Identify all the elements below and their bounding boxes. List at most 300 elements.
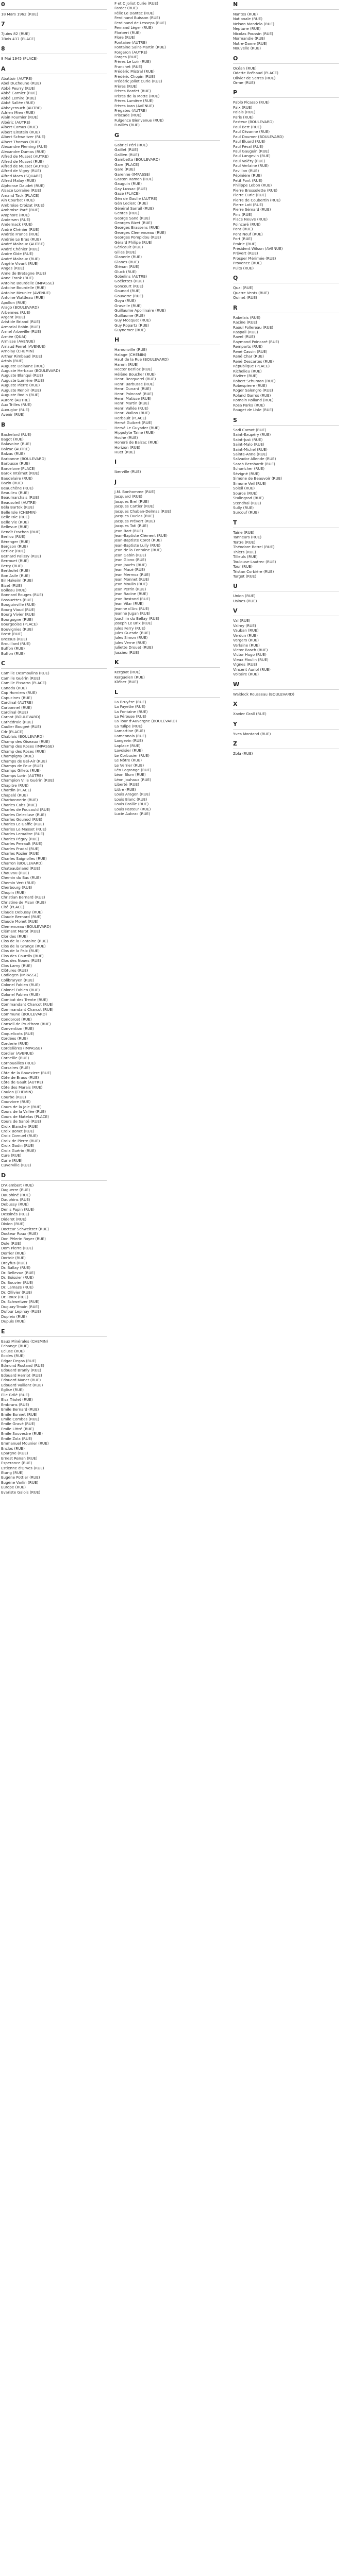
street-entry: Barok Intérnet (RUE) [1,471,40,476]
section-letter: P [233,89,238,96]
street-entry: Barbanne (BOULEVARD) [1,456,46,461]
street-entry: Paul Éluard (RUE) [233,139,266,144]
street-entry: Louis Braille (RUE) [114,802,149,807]
street-entry: Langevin (RUE) [114,738,143,743]
street-entry: Benoît Frachon (RUE) [1,529,41,534]
street-entry: F et C Joliot Curie (RUE) [114,1,158,6]
street-entry: Gambetta (BOULEVARD) [114,157,160,162]
street-entry: Ferdinand Buisson (RUE) [114,15,160,21]
street-entry: Croix Gadin (RUE) [1,1143,35,1148]
section-divider [114,140,220,141]
street-entry: 7Bois 437 (PLACE) [1,36,36,41]
street-entry: Bernard Palissy (RUE) [1,553,41,558]
street-entry: Goélettes (RUE) [114,279,144,284]
street-entry: Le Verrier (RUE) [114,762,144,768]
street-entry: Quai (RUE) [233,285,254,291]
street-entry: Jean Gabin (RUE) [114,552,146,557]
street-entry: Côte de la Bouexiere (RUE) [1,1070,52,1075]
street-entry: Val (RUE) [233,618,251,623]
street-entry: 8 Mai 1945 (PLACE) [1,56,38,61]
street-entry: Camille Pissarro (PLACE) [1,681,46,686]
street-entry: Evariste Galois (RUE) [1,1489,41,1495]
street-entry: Kerguelen (RUE) [114,674,145,680]
street-entry: Abbé Lemire (RUE) [1,95,36,100]
street-entry: Andrée Le Bras (RUE) [1,236,41,242]
street-entry: Hector Berlioz (RUE) [114,367,153,372]
street-entry: Lamennais (RUE) [114,733,146,738]
street-entry: Guynemer (RUE) [114,328,146,332]
street-entry: Beaumarchais (RUE) [1,495,39,500]
street-entry: Prairie (RUE) [233,241,257,246]
street-entry: Henri Martin (RUE) [114,401,150,406]
street-entry: Jean Vilar (RUE) [114,601,144,606]
street-entry: Aristide Briand (RUE) [1,319,40,325]
street-entry: Verlaine (RUE) [233,642,260,648]
street-entry: Louis Pasteur (RUE) [114,806,151,811]
street-entry: Bonnard Rouges (RUE) [1,592,43,598]
street-entry: Arnolay (CHEMIN) [1,349,34,354]
street-entry: Buffon (RUE) [1,646,25,651]
street-entry: Corneille (RUE) [1,1056,29,1061]
street-entry: Charles Gounod (RUE) [1,817,43,822]
street-entry: Estienne d'Orves (RUE) [1,1465,44,1470]
street-entry: Gare (RUE) [114,167,135,172]
street-entry: Champ des Roses (RUE) [1,749,46,754]
street-entry: Jean-Baptiste Clément (RUE) [114,533,168,538]
street-entry: Colibraryen (RUE) [1,977,35,982]
street-entry: Duguay-Trouin (RUE) [1,1304,39,1309]
index-section [114,479,225,655]
street-entry: Anne de Bretagne (RUE) [1,270,46,276]
street-entry: Gérard Philipe (RUE) [114,240,153,245]
street-entry: Bellevue (RUE) [1,524,29,530]
street-entry: Taine (RUE) [233,530,255,535]
street-entry: Jean Macé (RUE) [114,567,145,572]
index-section [233,583,343,603]
street-entry: Champigny (RUE) [1,754,34,759]
section-letter: 8 [1,45,5,53]
street-entry: Charles Cabs (RUE) [1,802,37,807]
street-entry: Bérenger (RUE) [1,539,30,544]
section-letter: J [114,478,117,485]
section-divider [114,697,220,698]
street-entry: Dr. Boissier (RUE) [1,1275,34,1280]
section-letter: B [1,421,6,428]
street-entry: George Sand (RUE) [114,215,151,221]
street-entry: Clorides (RUE) [1,934,28,939]
street-entry: Gaston Ramon (RUE) [114,176,154,181]
street-entry: Emile Bonnet (RUE) [1,1412,38,1417]
street-entry: Fardet (RUE) [114,6,138,11]
street-entry: Dr. Schweitzer (RUE) [1,1299,40,1304]
street-entry: Sadi Carnot (RUE) [233,427,267,432]
street-entry: Alexandre Dumas (RUE) [1,149,46,154]
street-entry: Racine (RUE) [233,320,257,325]
street-entry: Robert Schuman (RUE) [233,378,276,383]
index-section [114,336,225,454]
street-entry: Barbusse (RUE) [1,461,30,466]
street-entry: Jean-Baptiste Lully (RUE) [114,543,161,548]
street-entry: Boileau (RUE) [1,588,27,593]
street-entry: Emile Littré (RUE) [1,1426,34,1431]
index-section [1,21,111,41]
street-entry: Jules Guesde (RUE) [114,631,151,636]
street-entry: Coquelicots (RUE) [1,1031,35,1036]
street-entry: Bon Asile (RUE) [1,573,30,578]
street-entry: Cure (RUE) [1,1153,22,1158]
street-entry: Victor Basch (RUE) [233,648,268,653]
street-entry: Jean Racine (RUE) [114,591,148,597]
section-letter: 0 [1,1,5,8]
street-entry: Union (RUE) [233,594,256,599]
street-entry: Claude Debussy (RUE) [1,909,43,914]
street-entry: Charles Rozier (RUE) [1,851,40,856]
street-entry: Herbault (PLACE) [114,415,146,420]
street-entry: René Descartes (RUE) [233,359,274,364]
section-letter: L [114,688,119,696]
street-entry: Cathédrale (RUE) [1,719,34,724]
street-entry: Bagot (RUE) [1,436,24,442]
section-divider [233,425,339,426]
street-entry: Ferdinand de Lesseps (RUE) [114,20,167,25]
street-entry: Jules Ferry (RUE) [114,625,146,631]
section-letter: Z [233,740,237,748]
street-entry: Huet (RUE) [114,449,135,454]
section-divider [1,9,107,10]
index-section [233,1,343,51]
street-entry: Rabelais (RUE) [233,315,261,320]
street-entry: Auguste Renoir (RUE) [1,387,41,393]
street-entry: Dufour Lepinay (RUE) [1,1309,41,1314]
street-entry: Iberville (RUE) [114,469,141,474]
street-entry: Surcouf (RUE) [233,510,259,515]
index-section [233,55,343,86]
street-entry: Gounod (RUE) [114,289,141,294]
street-entry: Chemin Vert (RUE) [1,880,36,885]
street-entry: Chemin du Bac (RUE) [1,875,41,880]
street-entry: Jean Rostand (RUE) [114,596,151,601]
index-column-3 [233,1,343,756]
street-entry: Turgot (RUE) [233,573,257,579]
street-entry: Armisse (AVENUE) [1,339,35,344]
street-entry: Yves Montand (RUE) [233,731,271,736]
street-entry: Gare (PLACE) [114,162,139,167]
index-section [233,417,343,515]
section-letter: K [114,659,119,666]
section-letter: E [1,1328,5,1335]
section-divider [114,667,220,668]
street-entry: Lucie Aubrac (RUE) [114,811,151,817]
street-entry: Clos Lamy (RUE) [1,963,32,968]
street-entry: Etang (RUE) [1,1470,24,1475]
street-entry: Dessinés (RUE) [1,1212,29,1217]
street-entry: Armorial Robin (RUE) [1,324,40,329]
street-entry: Bergson (RUE) [1,544,28,549]
street-entry: Rivière (RUE) [233,374,258,379]
street-entry: Kléber (RUE) [114,680,138,685]
section-divider [1,1336,107,1337]
section-letter: A [1,65,6,72]
street-entry: Andrée France (RUE) [1,232,40,237]
street-entry: Berlioz (RUE) [1,549,26,554]
street-entry: Ambroise Paré (RUE) [1,208,40,213]
street-entry: Place Neuve (RUE) [233,217,268,222]
street-entry: Emile Combes (RUE) [1,1416,40,1421]
street-entry: Côte de Braus (RUE) [1,1075,39,1080]
street-entry: Cité (PLACE) [1,905,25,910]
street-entry: Champ des Roses (IMPASSE) [1,744,54,749]
street-entry: Camille Guérin (RUE) [1,675,40,681]
index-column-2 [114,1,225,817]
street-entry: Charles de Foucauld (RUE) [1,807,51,812]
street-entry: Armel Arbeville (RUE) [1,329,41,334]
street-entry: Bourgeoise (PLACE) [1,622,38,627]
street-entry: Henri Barbusse (RUE) [114,381,155,386]
street-entry: Bourg Vivier (RUE) [1,612,36,617]
street-entry: Edouard Manet (RUE) [1,1378,41,1383]
street-entry: Rouget de Lisle (RUE) [233,408,273,413]
street-entry: Bazin (RUE) [1,481,23,486]
street-entry: Charles Péguy (RUE) [1,836,39,841]
street-entry: Esperance (RUE) [1,1461,32,1466]
street-entry: Abbé Peurry (RUE) [1,86,36,91]
section-letter: O [233,55,238,62]
street-entry: Prévert (RUE) [233,251,258,256]
street-entry: Clos de la Fontaine (RUE) [1,939,48,944]
index-section [1,1,111,16]
street-entry: Divion (RUE) [1,1222,25,1227]
index-section [1,1328,111,1495]
street-entry: Abbé Sallée (RUE) [1,100,35,106]
street-entry: Cherbourg (RUE) [1,885,32,890]
street-entry: Pierre de Coubertin (RUE) [233,197,281,202]
section-divider [233,97,339,98]
street-entry: Courbe (RUE) [1,1094,26,1099]
street-entry: Pont Neuf (RUE) [233,231,263,236]
street-entry: Emile Souvestre (RUE) [1,1431,43,1436]
street-entry: Poincaré (RUE) [233,222,261,227]
street-entry: Littré (RUE) [114,787,136,792]
street-entry: Auguste Pierre (RUE) [1,383,40,388]
street-entry: Champs de Bel-Air (RUE) [1,758,47,764]
street-entry: Voltaire (RUE) [233,672,259,677]
street-entry: Gén Leclerc (RUE) [114,201,148,206]
street-entry: Jeanne d'Arc (RUE) [114,606,150,611]
street-entry: Charles Le Gaffic (RUE) [1,822,44,827]
street-entry: Don Pèlerin Royer (RUE) [1,1236,46,1241]
street-entry: Honoré de Balzac (RUE) [114,440,159,445]
street-entry: Henri Dunant (RUE) [114,386,151,392]
street-entry: Ambroise Croizat (RUE) [1,202,45,208]
section-letter: H [114,336,120,344]
street-entry: Stendhal (RUE) [233,500,261,505]
street-entry: Roland Garros (RUE) [233,393,271,398]
street-entry: Gaze (PLACE) [114,191,140,196]
section-letter: V [233,607,238,615]
street-entry: Gaillet (RUE) [114,147,138,152]
street-entry: Beaulieu (RUE) [1,490,29,495]
street-entry: Bertholet (RUE) [1,568,30,573]
street-entry: Tilleuls (RUE) [233,554,258,560]
street-entry: Alphonse Daudet (RUE) [1,183,45,188]
index-section [1,45,111,61]
street-entry: Jean Moulin (RUE) [114,582,148,587]
street-entry: Caulier Bougeé (RUE) [1,724,41,730]
street-entry: Hervé Guibert (RUE) [114,420,153,426]
street-entry: Usines (RUE) [233,598,257,603]
index-column-1 [1,1,111,1495]
street-entry: Eugène Pottier (RUE) [1,1475,40,1480]
street-entry: La Fontaine (RUE) [114,709,148,714]
street-entry: Président Wilson (AVENUE) [233,246,283,251]
street-entry: Frédéric Joliot Curie (RUE) [114,79,162,84]
street-entry: Gallien (RUE) [114,152,139,157]
section-letter: N [233,1,238,8]
street-entry: Paul Bert (RUE) [233,124,262,129]
street-entry: André Malraux (AUTRE) [1,242,45,247]
street-entry: Croix Guérin (RUE) [1,1148,36,1153]
street-entry: Joseph Le Brix (RUE) [114,621,153,626]
street-entry: Alexandre Fleming (RUE) [1,144,47,149]
street-entry: Pablo Picasso (RUE) [233,100,270,105]
street-entry: Paix (RUE) [233,105,253,110]
section-letter: G [114,131,120,139]
street-entry: Dr. Lamaze (RUE) [1,1285,34,1290]
street-entry: Docteur Roux (RUE) [1,1231,38,1236]
street-entry: Normandie (RUE) [233,36,266,41]
street-entry: Balzac (AUTRE) [1,446,30,451]
street-entry: Jacques Brel (RUE) [114,499,149,504]
street-entry: Notre-Dame (RUE) [233,41,268,46]
street-entry: Cordier (AVENUE) [1,1050,34,1056]
street-entry: Epargne (RUE) [1,1451,28,1456]
street-entry: Albert Thomas (RUE) [1,139,40,144]
street-entry: Le Nôtre (RUE) [114,758,142,763]
street-entry: Condorcet (RUE) [1,1016,32,1022]
street-entry: André Chénier (RUE) [1,227,40,232]
street-entry: Anges (RUE) [1,266,24,271]
street-entry: Arthur Rimbaud (RUE) [1,353,42,359]
section-letter: D [1,1172,6,1179]
street-entry: Glanerie (RUE) [114,255,142,260]
street-entry: Artois (RUE) [1,359,24,364]
street-entry: Roger Salengro (RUE) [233,388,273,393]
street-entry: Eugène Varlin (RUE) [1,1480,39,1485]
street-entry: Belle Isle (CHEMIN) [1,510,37,515]
street-entry: Garenne (IMPASSE) [114,172,151,177]
street-entry: Cours de Santé (RUE) [1,1119,41,1124]
street-entry: Cornouailles (RUE) [1,1060,36,1065]
street-entry: Petit Pont (RUE) [233,178,262,183]
street-entry: Andre Gide (RUE) [1,251,34,257]
street-entry: Berrouet (RUE) [1,558,29,564]
street-entry: Gauguin (RUE) [114,181,142,187]
street-entry: Jussieu (RUE) [114,650,139,655]
index-section [114,459,225,474]
street-entry: Corsaires (RUE) [1,1065,30,1071]
street-entry: Belle Isle (RUE) [1,515,30,520]
street-entry: Léo Lagrange (RUE) [114,767,152,772]
street-entry: Gravelle (RUE) [114,303,142,308]
street-entry: Jean Jaurès (RUE) [114,562,147,567]
street-entry: Avenir (RUE) [1,412,25,417]
street-entry: Elie Grilé (RUE) [1,1392,29,1397]
section-letter: R [233,304,238,311]
street-entry: Arnaud Ferret (AVENUE) [1,344,46,349]
street-entry: Edouard Vaillant (RUE) [1,1382,43,1387]
street-entry: Cours de la Vallée (RUE) [1,1109,46,1114]
street-entry: Charles Lemaitre (RUE) [1,832,44,837]
street-entry: Christine de Pizan (RUE) [1,900,46,905]
street-entry: Commune (BOULEVARD) [1,1012,47,1017]
street-entry: Clos de la Grange (RUE) [1,943,46,948]
street-entry: Pierre Curie (RUE) [233,193,267,198]
street-entry: Dreyfus (RUE) [1,1260,27,1265]
street-entry: Pavillon (RUE) [233,168,259,173]
street-entry: Dr. Ollivier (RUE) [1,1290,32,1295]
street-entry: Théodore Botrel (RUE) [233,545,275,550]
street-entry: Colonel Fabien (RUE) [1,987,40,992]
street-entry: J.M. Bonhomme (RUE) [114,489,156,494]
street-entry: Fontaine Saint-Martin (RUE) [114,45,166,50]
street-entry: Schœlcher (RUE) [233,466,264,471]
street-entry: Champs Gillets (RUE) [1,768,41,773]
street-entry: Dauphiné (RUE) [1,1192,31,1197]
index-section [233,519,343,579]
street-entry: Emmanuel Mounier (RUE) [1,1441,49,1446]
street-entry: Henri Becquerel (RUE) [114,377,156,382]
street-entry: Guy Ropartz (RUE) [114,323,149,328]
index-section [233,681,343,697]
street-entry: Commandant Charcot (RUE) [1,1007,54,1012]
street-entry: Champs de Peur (RUE) [1,763,43,768]
street-entry: Sainte-Anne (RUE) [233,451,268,456]
street-entry: Argent (RUE) [1,315,25,320]
street-entry: Adrien Mien (RUE) [1,110,35,115]
street-entry: Croix de Pierre (RUE) [1,1138,40,1143]
street-entry: Emile Zola (RUE) [1,1436,32,1441]
street-entry: Ecoles (RUE) [1,1353,25,1359]
street-entry: Aux Trilles (RUE) [1,402,32,408]
street-entry: Romain Rolland (RUE) [233,398,274,403]
street-entry: Glénan (RUE) [114,264,140,269]
street-entry: La Pérouse (RUE) [114,714,146,719]
street-entry: Amphore (RUE) [1,212,30,217]
street-entry: Paul Cézanne (RUE) [233,129,270,134]
street-entry: Buffon (RUE) [1,651,25,656]
street-entry: 7Juins 82 (RUE) [1,31,30,37]
street-entry: Charles Le Masset (RUE) [1,826,46,832]
street-entry: Louis Aragon (RUE) [114,792,151,797]
street-entry: Dole (RUE) [1,1241,22,1246]
street-entry: Apollon (RUE) [1,300,27,305]
street-entry: Jacquard (RUE) [114,494,143,499]
street-entry: Arago (BOULEVARD) [1,305,39,310]
street-entry: Côte des Marais (RUE) [1,1084,43,1090]
street-entry: Raymond Poincaré (RUE) [233,339,279,344]
street-entry: Paul Verlaine (RUE) [233,163,269,168]
street-entry: Elsa Triolet (RUE) [1,1397,33,1402]
street-entry: Saint-Just (RUE) [233,437,263,442]
street-entry: Bizet (RUE) [1,583,22,588]
street-entry: Pierre Sémard (RUE) [233,207,271,212]
index-section [1,421,111,656]
street-entry: Fernand Léger (RUE) [114,25,153,30]
index-section [233,721,343,736]
street-entry: Auxugiar (RUE) [1,407,29,412]
street-entry: Odette Bréhaud (PLACE) [233,71,278,76]
street-entry: Jean Bart (RUE) [114,528,143,533]
